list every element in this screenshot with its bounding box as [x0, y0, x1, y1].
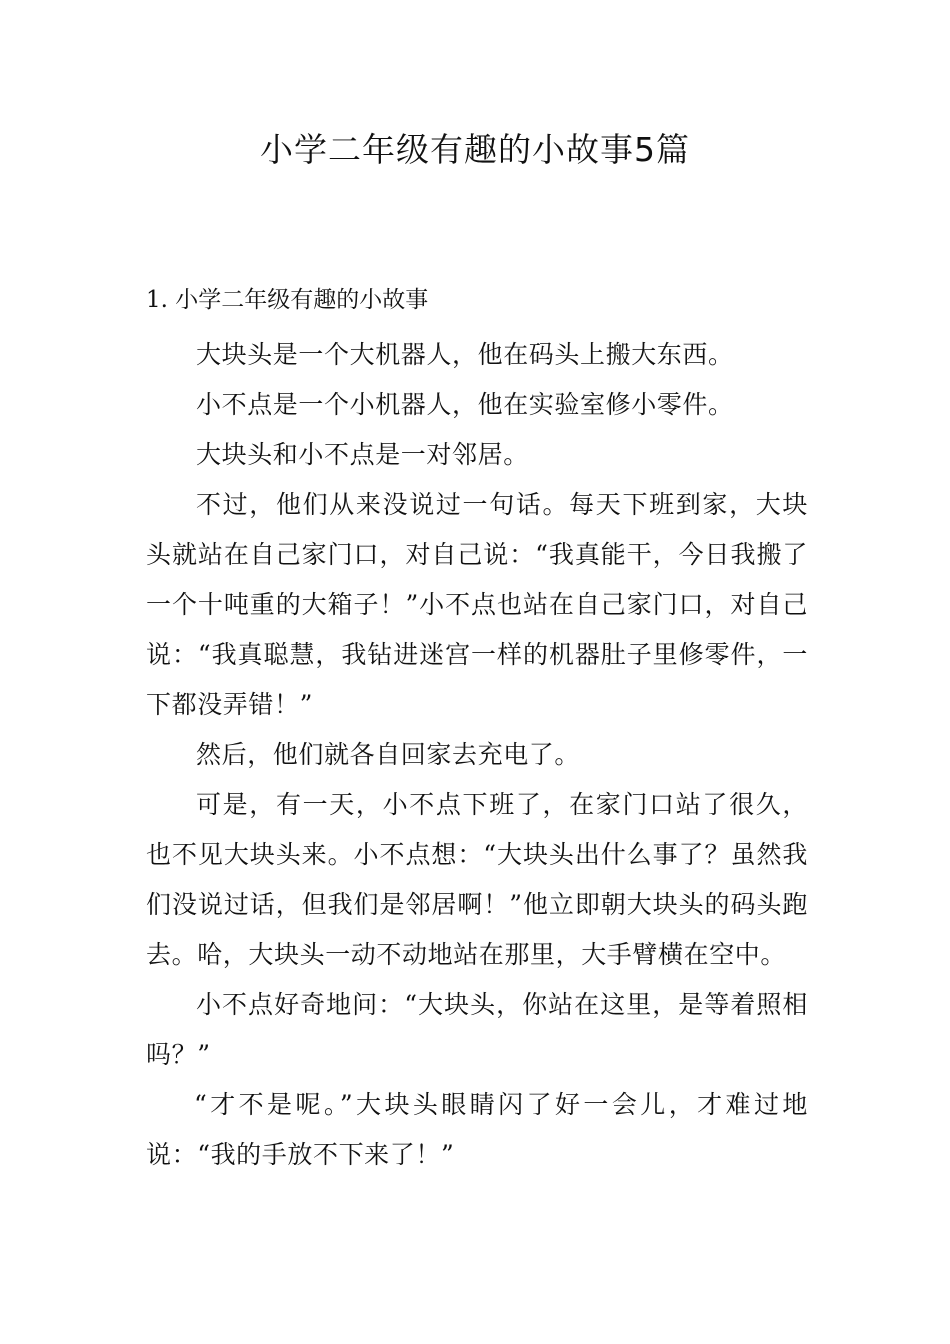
story-paragraph: 大块头和小不点是一对邻居。: [196, 440, 529, 469]
story-paragraph: 小不点是一个小机器人，他在实验室修小零件。: [196, 390, 734, 419]
section-heading: 1. 小学二年级有趣的小故事: [146, 287, 429, 313]
story-paragraph: 可是，有一天，小不点下班了，在家门口站了很久，也不见大块头来。小不点想：“大块头出什么事了？虽然我们没说过话，但我们是邻居啊！”他立即朝大块头的码头跑去。哈，大块头一动不动地站在那里，大手臂横在空中。: [146, 790, 808, 969]
story-paragraph: 然后，他们就各自回家去充电了。: [196, 740, 581, 769]
story-paragraph: “才不是呢。”大块头眼睛闪了好一会儿，才难过地说：“我的手放不下来了！”: [146, 1090, 808, 1169]
story-paragraph: 小不点好奇地问：“大块头，你站在这里，是等着照相吗？”: [146, 990, 808, 1069]
document-title: 小学二年级有趣的小故事5篇: [260, 130, 690, 169]
story-paragraph: 不过，他们从来没说过一句话。每天下班到家，大块头就站在自己家门口，对自己说：“我真能干，今日我搬了一个十吨重的大箱子！”小不点也站在自己家门口，对自己说：“我真聪慧，我钻进迷宫一样的机器肚子里修零件，一下都没弄错！”: [146, 490, 808, 719]
story-body: [146, 330, 808, 1180]
story-paragraph: 大块头是一个大机器人，他在码头上搬大东西。: [196, 340, 734, 369]
